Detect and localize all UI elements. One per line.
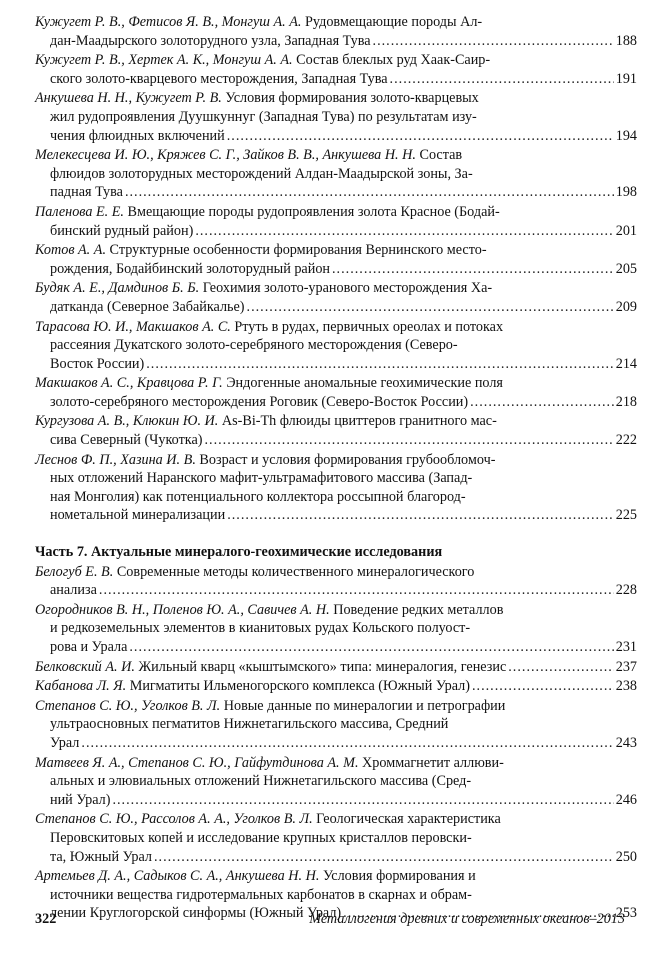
entry-page-number: 253 [615,905,637,922]
section-title: Часть 7. Актуальные минералого-геохимические исследования [35,544,443,561]
toc-group-part7 [35,563,637,923]
entry-title-line: сива Северный (Чукотка) [50,432,203,449]
entry-authors: Мелекесцева И. Ю., Кряжев С. Г., Зайков В. В., Анкушева Н. Н. [35,147,416,164]
entry-authors: Макшаков А. С., Кравцова Р. Г. [35,375,223,392]
entry-title-line: Состав [419,147,463,164]
dot-leader [247,298,614,317]
entry-title-line: Состав блеклых руд Хаак-Саир- [296,52,491,69]
entry-authors: Кужугет Р. В., Хертек А. К., Монгуш А. А. [35,52,293,69]
entry-page-number: 250 [615,848,637,865]
dot-leader [373,32,614,51]
toc-entry [35,451,637,525]
toc-entry [35,146,637,202]
entry-authors: Белогуб Е. В. [35,563,114,580]
entry-authors: Артемьев Д. А., Садыков С. А., Анкушева Н. Н. [35,868,320,885]
dot-leader [195,222,613,241]
entry-page-number: 237 [615,658,637,675]
dot-leader [125,183,614,202]
toc-entry [35,51,637,88]
toc-entry [35,89,637,145]
dot-leader [204,431,613,450]
entry-title-line: флюидов золоторудных месторождений Алдан-Маадырской зоны, За- [50,165,473,182]
entry-title-line: рова и Урала [50,639,128,655]
entry-page-number: 231 [615,639,637,655]
entry-authors: Степанов С. Ю., Уголков В. Л. [35,697,221,714]
entry-title-line: Условия формирования золото-кварцевых [225,90,479,107]
entry-authors: Степанов С. Ю., Рассолов А. А., Уголков В. Л. [35,811,313,828]
entry-title-line: нометальной минерализации [50,507,226,524]
journal-title: Металлогения древних и современных океанов–2013 [309,911,625,927]
entry-page-number: 218 [615,393,637,410]
entry-title-line: рождения, Бодайбинский золоторудный район [50,260,330,277]
entry-title-line: Возраст и условия формирования грубообломоч- [199,451,496,468]
dot-leader [81,734,613,753]
entry-authors: Кургузова А. В., Клюкин Ю. И. [35,413,219,430]
entry-page-number: 191 [615,70,637,87]
toc-entry [35,563,637,600]
entry-title-line: Мигматиты Ильменогорского комплекса (Южный Урал) [129,678,470,695]
entry-title-line: жил рудопроявления Дуушкуннуг (Западная Тува) по результатам изу- [50,108,477,125]
entry-title-line: Эндогенные аномальные геохимические поля [226,375,503,392]
toc-entry [35,412,637,449]
entry-authors: Кужугет Р. В., Фетисов Я. В., Монгуш А. А. [35,14,302,30]
dot-leader [129,638,613,657]
entry-authors: Огородников В. Н., Поленов Ю. А., Савичев А. Н. [35,601,330,618]
entry-title-line: ского золото-кварцевого месторождения, Западная Тува [50,70,388,87]
dot-leader [154,848,614,867]
toc-entry [35,279,637,316]
entry-title-line: Перовскитовых копей и исследование крупных кристаллов перовски- [50,829,472,846]
toc-entry [35,601,637,657]
entry-title-line: ний Урал) [50,791,111,808]
entry-page-number: 228 [615,582,637,599]
toc-entry [35,697,637,753]
entry-title-line: рассеяния Дукатского золото-серебряного месторождения (Северо- [50,337,458,354]
entry-authors: Будяк А. Е., Дамдинов Б. Б. [35,280,200,297]
entry-page-number: 246 [615,791,637,808]
entry-title-line: анализа [50,582,97,599]
entry-title-line: Геологическая характеристика [316,811,501,828]
entry-authors: Котов А. А. [35,242,106,259]
entry-authors: Тарасова Ю. И., Макшаков А. С. [35,318,231,335]
entry-page-number: 225 [615,507,637,524]
dot-leader [508,658,613,677]
toc-entry [35,318,637,374]
entry-page-number: 188 [615,32,637,49]
toc-entry [35,658,637,677]
entry-authors: Матвеев Я. А., Степанов С. Ю., Гайфутдинова А. М. [35,754,359,771]
entry-title-line: дан-Маадырского золоторудного узла, Западная Тува [50,32,371,49]
dot-leader [470,393,614,412]
entry-title-line: Ртуть в рудах, первичных ореолах и потоках [234,318,504,335]
entry-page-number: 198 [615,184,637,201]
toc-entry [35,374,637,411]
entry-authors: Кабанова Л. Я. [35,678,127,695]
entry-title-line: лении Круглогорской синформы (Южный Урал) [50,905,342,922]
toc-entry [35,810,637,866]
toc-group-part6 [35,13,637,525]
entry-title-line: Хроммагнетит аллюви- [362,754,504,771]
toc-entry [35,203,637,240]
entry-page-number: 243 [615,734,637,751]
entry-page-number: 222 [615,432,637,449]
entry-title-line: та, Южный Урал [50,848,152,865]
entry-authors: Анкушева Н. Н., Кужугет Р. В. [35,90,222,107]
dot-leader [332,260,614,279]
entry-authors: Белковский А. И. [35,658,135,675]
entry-page-number: 209 [615,298,637,315]
entry-title-line: бинский рудный район) [50,222,194,239]
entry-page-number: 194 [615,127,637,144]
entry-title-line: и редкоземельных элементов в кианитовых рудах Кольского полуост- [50,620,471,637]
entry-title-line: чения флюидных включений [50,127,225,144]
entry-title-line: ных отложений Наранского мафит-ультрамафитового массива (Запад- [50,470,473,487]
toc-entry [35,754,637,810]
entry-title-line: ная Монголия) как потенциального коллектора россыпной благород- [50,488,466,505]
toc-entry [35,241,637,278]
entry-title-line: Структурные особенности формирования Вернинского место- [109,242,487,259]
entry-title-line: Геохимия золото-уранового месторождения Ха- [202,280,493,297]
entry-title-line: Восток России) [50,355,145,372]
entry-title-line: Условия формирования и [322,868,476,885]
entry-title-line: ультраосновных пегматитов Нижнетагильского массива, Средний [50,716,449,733]
entry-page-number: 238 [615,678,637,695]
entry-title-line: Рудовмещающие породы Ал- [305,14,483,30]
table-of-contents [35,13,637,924]
dot-leader [472,677,614,696]
dot-leader [112,791,613,810]
entry-title-line: Поведение редких металлов [333,601,504,618]
entry-page-number: 201 [615,222,637,239]
entry-page-number: 205 [615,260,637,277]
dot-leader [146,355,613,374]
toc-entry [35,13,637,50]
page-number: 322 [35,911,57,927]
dot-leader [227,127,614,146]
entry-title-line: источники вещества гидротермальных карбонатов в скарнах и обрам- [50,886,472,903]
entry-title-line: Жильный кварц «кыштымского» типа: минералогия, генезис [138,658,507,675]
entry-title-line: Современные методы количественного минералогического [116,563,475,580]
entry-title-line: альных и элювиальных отложений Нижнетагильского массива (Сред- [50,773,472,790]
entry-title-line: датканда (Северное Забайкалье) [50,298,245,315]
entry-title-line: Урал [50,734,80,751]
entry-authors: Паленова Е. Е. [35,203,124,220]
dot-leader [99,581,614,600]
entry-authors: Леснов Ф. П., Хазина И. В. [35,451,196,468]
toc-entry [35,677,637,696]
entry-title-line: падная Тува [50,184,123,201]
dot-leader [227,506,614,525]
entry-title-line: As-Bi-Th флюиды цвиттеров гранитного мас- [221,413,497,430]
entry-title-line: Новые данные по минералогии и петрографии [223,697,506,714]
entry-title-line: Вмещающие породы рудопроявления золота Красное (Бодай- [127,203,500,220]
dot-leader [390,70,614,89]
entry-page-number: 214 [615,355,637,372]
entry-title-line: золото-серебряного месторождения Роговик (Северо-Восток России) [50,393,469,410]
page-footer [35,911,625,928]
